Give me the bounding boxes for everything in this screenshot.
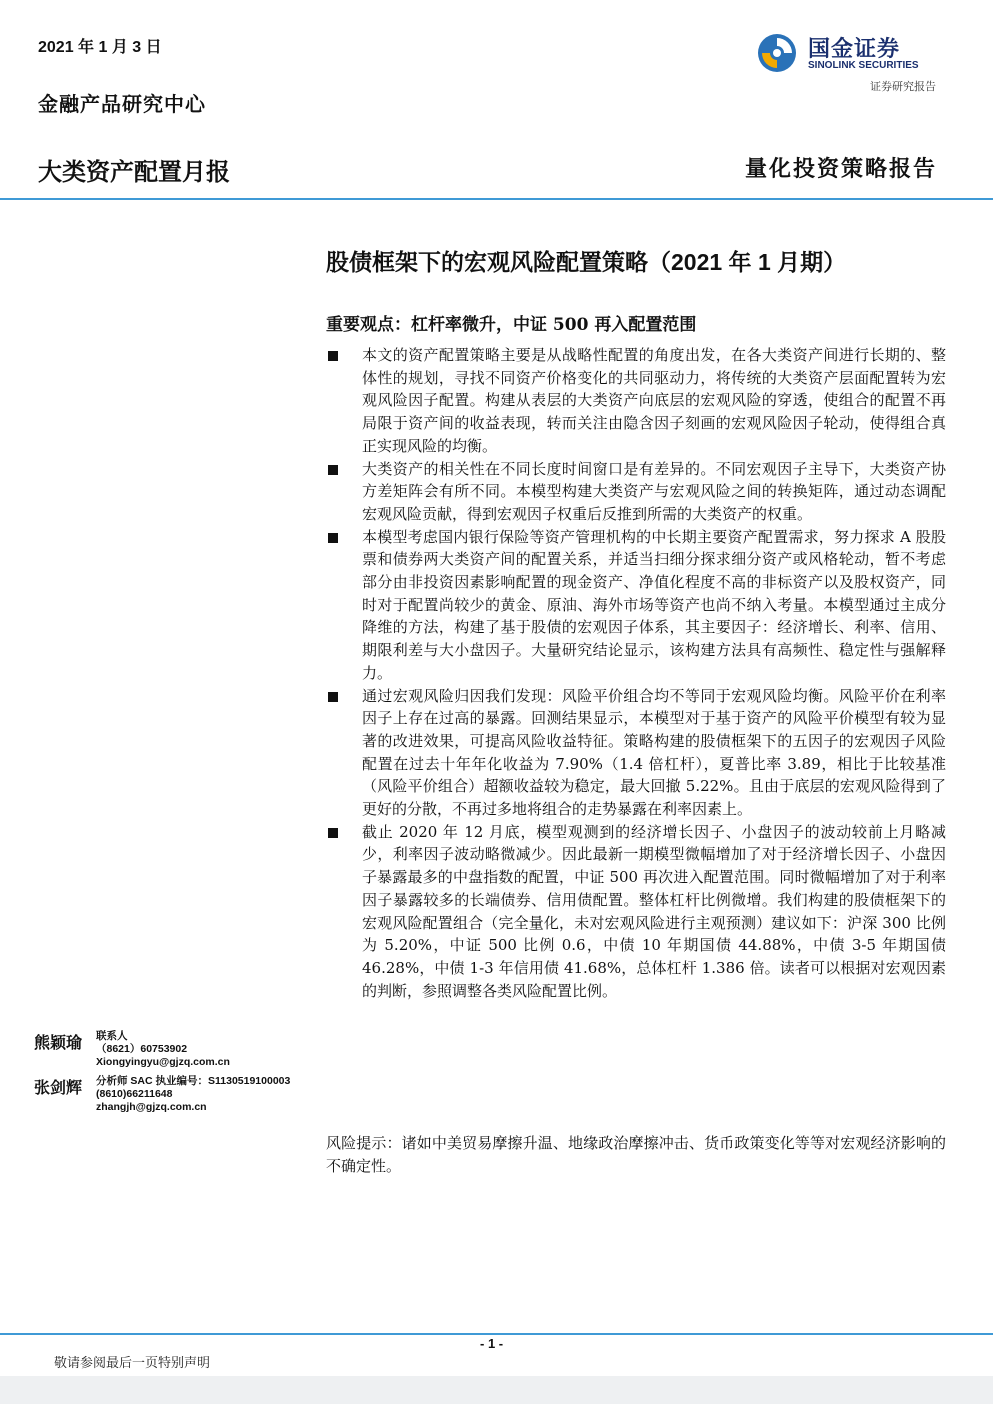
bullet-square-icon (328, 533, 338, 543)
bullet-text: 本模型考虑国内银行保险等资产管理机构的中长期主要资产配置需求，努力探求 A 股股票和债券两大类资产间的配置关系，并适当扫细分探求细分资产或风格轮动，暂不考虑部分由非投资因素影响配置的现金资产、净值化程度不高的非标资产以及股权资产，同时对于配置尚较少的黄金、原油、海外市场等资产也尚不纳入考量。本模型通过主成分降维的方法，构建了基于股债的宏观因子体系，其主要因子：经济增长、利率、信用、 期限利差与大小盘因子。大量研究结论显示，该构建方法具有高频性、稳定性与强解释力。 (362, 527, 946, 682)
logo-mark-icon (756, 32, 798, 74)
report-title: 股债框架下的宏观风险配置策略（2021 年 1 月期） (326, 249, 847, 275)
list-item (326, 344, 946, 458)
logo-text-cn: 国金证券 (808, 36, 901, 61)
footer-disclaimer: 敬请参阅最后一页特别声明 (54, 1356, 211, 1371)
list-item (326, 685, 946, 821)
analyst-panel (34, 1030, 314, 1120)
analyst-phone: （8621）60753902 (96, 1043, 188, 1055)
report-category: 量化投资策略报告 (744, 156, 937, 182)
analyst-role: 联系人 (96, 1030, 128, 1042)
page-number: - 1 - (480, 1336, 504, 1351)
key-points-list (326, 344, 946, 1002)
analyst-email[interactable]: zhangjh@gjzq.com.cn (96, 1101, 207, 1113)
analyst-email[interactable]: Xiongyingyu@gjzq.com.cn (96, 1056, 230, 1068)
footer-band (0, 1376, 993, 1404)
report-date: 2021 年 1 月 3 日 (38, 39, 162, 56)
analyst-phone: (8610)66211648 (96, 1088, 173, 1100)
footer-divider (0, 1333, 993, 1335)
report-subtag: 证券研究报告 (870, 80, 936, 93)
analyst-role: 分析师 SAC 执业编号：S1130519100003 (96, 1075, 291, 1087)
bullet-text: 通过宏观风险归因我们发现：风险平价组合均不等同于宏观风险均衡。风险平价在利率因子上存在过高的暴露。回测结果显示，本模型对于基于资产的风险平价模型有较为显著的改进效果，可提高风险收益特征。策略构建的股债框架下的五因子的宏观因子风险配置在过去十年年化收益为 7.90%（1.4 倍杠杆），夏普比率 3.89，相比于比较基准（风险平价组合）超额收益较为稳定，最大回撤 5.22%。且由于底层的宏观风险得到了更好的分散，不再过多地将组合的走势暴露在利率因素上。 (362, 686, 946, 819)
risk-note: 风险提示：诸如中美贸易摩擦升温、地缘政治摩擦冲击、货币政策变化等等对宏观经济影响的不确定性。 (326, 1134, 946, 1175)
analyst-name: 熊颖瑜 (34, 1033, 83, 1052)
bullet-square-icon (328, 465, 338, 475)
bullet-text: 截止 2020 年 12 月底，模型观测到的经济增长因子、小盘因子的波动较前上月略减少，利率因子波动略微减少。因此最新一期模型微幅增加了对于经济增长因子、小盘因子暴露最多的中盘指数的配置，中证 500 再次进入配置范围。同时微幅增加了对于利率因子暴露较多的长端债券、信用债配置。整体杠杆比例微增。我们构建的股债框架下的宏观风险配置组合（完全量化，未对宏观风险进行主观预测）建议如下：沪深 300 比例为 5.20%，中证 500 比例 0.6，中债 10 年期国债 44.88%，中债 3-5 年期国债 46.28%，中债 1-3 年信用债 41.68%，总体杠杆 1.386 倍。读者可以根据对宏观因素的判断，参照调整各类风险配置比例。 (362, 822, 946, 1000)
report-type: 大类资产配置月报 (38, 159, 230, 186)
key-view-heading: 重要观点：杠杆率微升，中证 500 再入配置范围 (326, 315, 697, 335)
analyst-entry (34, 1030, 314, 1069)
bullet-text: 大类资产的相关性在不同长度时间窗口是有差异的。不同宏观因子主导下，大类资产协方差矩阵会有所不同。本模型构建大类资产与宏观风险之间的转换矩阵，通过动态调配宏观风险贡献，得到宏观因子权重后反推到所需的大类资产的权重。 (362, 459, 946, 523)
logo-text-en: SINOLINK SECURITIES (808, 60, 919, 71)
list-item (326, 526, 946, 685)
company-logo (756, 30, 946, 78)
bullet-square-icon (328, 692, 338, 702)
analyst-entry (34, 1075, 314, 1114)
bullet-text: 本文的资产配置策略主要是从战略性配置的角度出发，在各大类资产间进行长期的、整体性的规划，寻找不同资产价格变化的共同驱动力，将传统的大类资产层面配置转为宏观风险因子配置。构建从表层的大类资产向底层的宏观风险的穿透，使组合的配置不再局限于资产间的收益表现，转而关注由隐含因子刻画的宏观风险因子轮动，使得组合真正实现风险的均衡。 (362, 346, 946, 455)
list-item (326, 821, 946, 1003)
analyst-name: 张剑辉 (34, 1078, 83, 1097)
department-name: 金融产品研究中心 (38, 92, 206, 116)
header-divider (0, 198, 993, 200)
bullet-square-icon (328, 351, 338, 361)
list-item (326, 458, 946, 526)
bullet-square-icon (328, 828, 338, 838)
